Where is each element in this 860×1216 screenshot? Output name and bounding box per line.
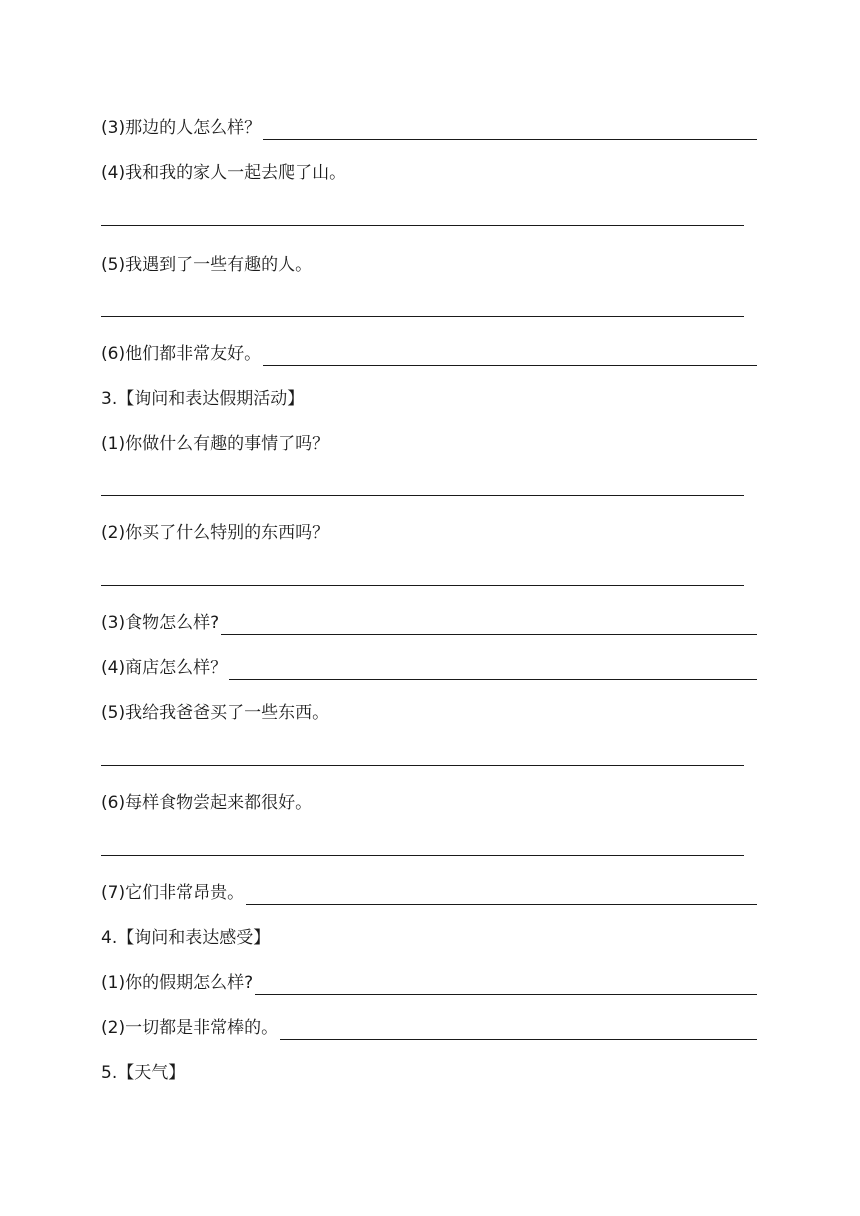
question-3-7-text: (7)它们非常昂贵。 bbox=[101, 883, 245, 903]
answer-blank-2-6[interactable] bbox=[263, 347, 757, 366]
section-3-heading-text: 3.【询问和表达假期活动】 bbox=[101, 389, 305, 409]
question-3-7 bbox=[101, 881, 757, 905]
question-3-2 bbox=[101, 521, 329, 545]
answer-blank-3-7[interactable] bbox=[246, 886, 757, 905]
question-2-5 bbox=[101, 253, 312, 277]
section-4-heading-text: 4.【询问和表达感受】 bbox=[101, 928, 271, 948]
question-2-5-text: (5)我遇到了一些有趣的人。 bbox=[101, 255, 313, 275]
question-3-6-text: (6)每样食物尝起来都很好。 bbox=[101, 793, 313, 813]
answer-blank-4-1[interactable] bbox=[255, 976, 757, 995]
question-4-2 bbox=[101, 1016, 757, 1040]
question-3-4 bbox=[101, 656, 757, 680]
section-5-heading bbox=[101, 1061, 185, 1085]
answer-blank-4-2[interactable] bbox=[280, 1021, 757, 1040]
section-4-heading bbox=[101, 926, 270, 950]
answer-blank-3-6[interactable] bbox=[101, 855, 744, 856]
question-4-1-text: (1)你的假期怎么样? bbox=[101, 973, 254, 993]
question-2-4-text: (4)我和我的家人一起去爬了山。 bbox=[101, 163, 347, 183]
question-2-6-text: (6)他们都非常友好。 bbox=[101, 344, 262, 364]
question-3-2-text: (2)你买了什么特别的东西吗？ bbox=[101, 523, 330, 543]
question-3-3-text: (3)食物怎么样? bbox=[101, 613, 220, 633]
section-5-heading-text: 5.【天气】 bbox=[101, 1063, 186, 1083]
answer-blank-3-2[interactable] bbox=[101, 585, 744, 586]
question-3-4-text: (4)商店怎么样？ bbox=[101, 658, 228, 678]
question-2-3-text: (3)那边的人怎么样？ bbox=[101, 118, 262, 138]
answer-blank-2-5[interactable] bbox=[101, 316, 744, 317]
question-2-6 bbox=[101, 342, 757, 366]
question-3-1-text: (1)你做什么有趣的事情了吗？ bbox=[101, 434, 330, 454]
question-3-1 bbox=[101, 432, 329, 456]
question-3-5-text: (5)我给我爸爸买了一些东西。 bbox=[101, 703, 330, 723]
question-3-3 bbox=[101, 611, 757, 635]
answer-blank-3-3[interactable] bbox=[221, 616, 757, 635]
section-3-heading bbox=[101, 387, 304, 411]
answer-blank-2-4[interactable] bbox=[101, 225, 744, 226]
answer-blank-3-4[interactable] bbox=[229, 661, 757, 680]
answer-blank-3-1[interactable] bbox=[101, 495, 744, 496]
question-4-2-text: (2)一切都是非常棒的。 bbox=[101, 1018, 279, 1038]
question-4-1 bbox=[101, 971, 757, 995]
question-3-5 bbox=[101, 701, 329, 725]
question-2-4 bbox=[101, 161, 346, 185]
question-2-3 bbox=[101, 116, 757, 140]
answer-blank-2-3[interactable] bbox=[263, 121, 757, 140]
question-3-6 bbox=[101, 791, 312, 815]
answer-blank-3-5[interactable] bbox=[101, 765, 744, 766]
